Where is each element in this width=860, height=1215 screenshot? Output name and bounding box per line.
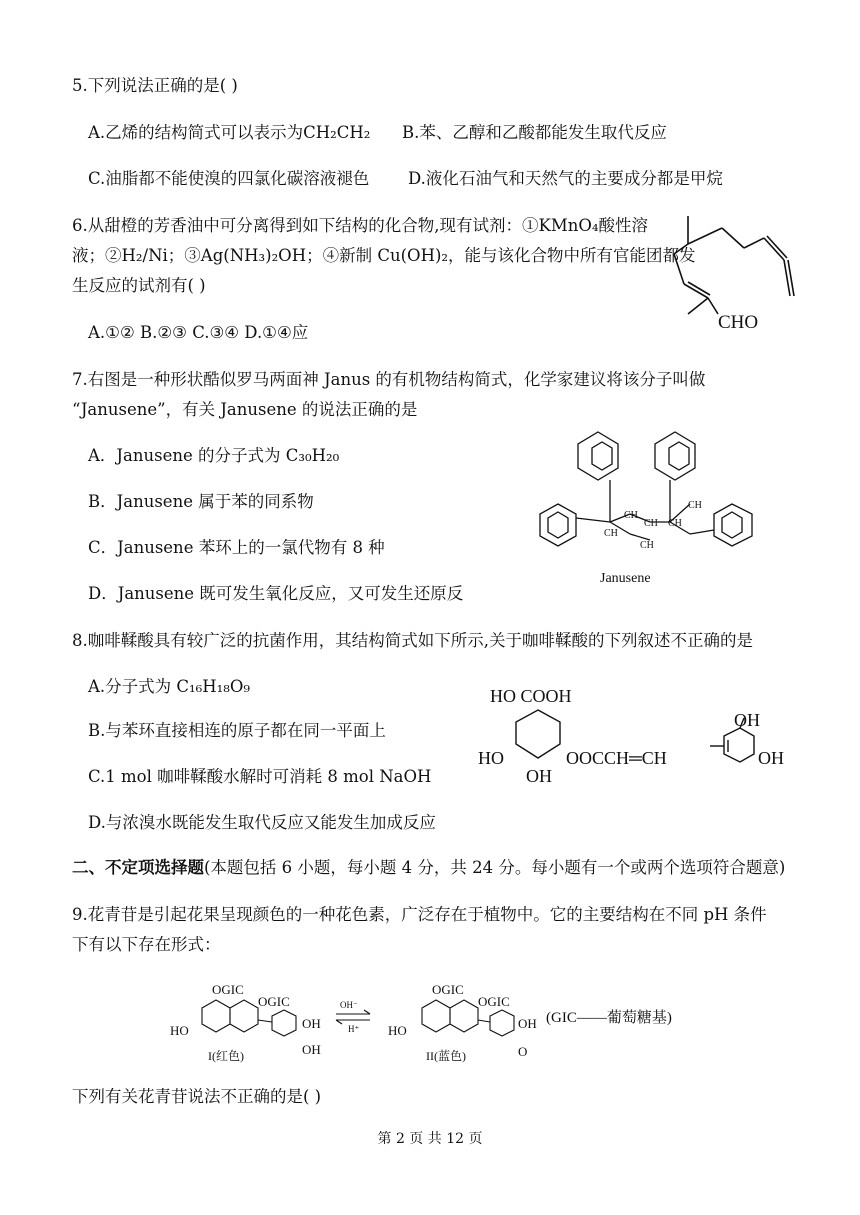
- janusene-ch-label: CH: [640, 540, 654, 551]
- q6-line-1: 6.从甜橙的芳香油中可分离得到如下结构的化合物,现有试剂：①KMnO₄酸性溶: [72, 216, 648, 235]
- janusene-ch-label: CH: [624, 510, 638, 521]
- q7-line-2: “Janusene”，有关 Janusene 的说法正确的是: [72, 400, 418, 419]
- q7-option-b: B．Janusene 属于苯的同系物: [88, 492, 314, 511]
- page-footer: 第 2 页 共 12 页: [377, 1131, 483, 1147]
- q7-line-1: 7.右图是一种形状酷似罗马两面神 Janus 的有机物结构简式，化学家建议将该分子叫做: [72, 370, 706, 389]
- oh-label: OH: [302, 1042, 321, 1057]
- arrow-top-label: OH⁻: [340, 1000, 358, 1010]
- ogic-label: OGIC: [432, 982, 464, 997]
- ester-chain-label: OOCCH═CH: [566, 748, 667, 768]
- ho-label: HO: [170, 1023, 189, 1038]
- section-2-note: (本题包括 6 小题，每小题 4 分，共 24 分。每小题有一个或两个选项符合题意): [204, 858, 786, 877]
- anthocyanin-equilibrium-figure: [160, 972, 720, 1077]
- oh-label: OH: [302, 1016, 321, 1031]
- oh-label: OH: [526, 766, 552, 786]
- janusene-ch-label: CH: [668, 518, 682, 529]
- section-2-title: 二、不定项选择题: [72, 858, 204, 877]
- arrow-bottom-label: H⁺: [348, 1024, 360, 1034]
- q5-stem: 5.下列说法正确的是( ): [72, 76, 238, 95]
- ogic-label: OGIC: [258, 994, 290, 1009]
- q8-option-b: B.与苯环直接相连的原子都在同一平面上: [88, 721, 386, 740]
- q5-option-a: A.乙烯的结构简式可以表示为CH₂CH₂: [88, 123, 371, 142]
- q8-option-c: C.1 mol 咖啡鞣酸水解时可消耗 8 mol NaOH: [88, 767, 432, 786]
- janusene-caption: Janusene: [600, 571, 651, 586]
- q6-structure-figure: [670, 206, 800, 336]
- q9-line-2: 下有以下存在形式：: [72, 935, 221, 954]
- oh-label: OH: [758, 748, 784, 768]
- janusene-structure-figure: [530, 422, 770, 592]
- ogic-label: OGIC: [478, 994, 510, 1009]
- janusene-ch-label: CH: [688, 500, 702, 511]
- form-2-label: II(蓝色): [426, 1049, 466, 1063]
- oh-label: OH: [518, 1016, 537, 1031]
- q5-option-d: D.液化石油气和天然气的主要成分都是甲烷: [408, 169, 723, 188]
- q5-option-c: C.油脂都不能使溴的四氯化碳溶液褪色: [88, 169, 370, 188]
- q7-option-a: A．Janusene 的分子式为 C₃₀H₂₀: [88, 446, 340, 465]
- q8-stem: 8.咖啡鞣酸具有较广泛的抗菌作用，其结构简式如下所示,关于咖啡鞣酸的下列叙述不正确的是: [72, 631, 753, 650]
- janusene-ch-label: CH: [644, 518, 658, 529]
- oh-label: OH: [734, 710, 760, 730]
- q6-options: A.①② B.②③ C.③④ D.①④应: [88, 323, 309, 342]
- ho-label: HO: [388, 1023, 407, 1038]
- q6-cho-label: CHO: [718, 312, 759, 333]
- q6-line-2: 液；②H₂/Ni；③Ag(NH₃)₂OH；④新制 Cu(OH)₂，能与该化合物中所有官能团都发: [72, 246, 696, 265]
- q9-line-1: 9.花青苷是引起花果呈现颜色的一种花色素，广泛存在于植物中。它的主要结构在不同 pH 条件: [72, 905, 767, 924]
- ho-label: HO: [478, 748, 504, 768]
- ho-cooh-label: HO COOH: [490, 686, 572, 706]
- q6-line-3: 生反应的试剂有( ): [72, 276, 206, 295]
- q8-option-a: A.分子式为 C₁₆H₁₈O₉: [88, 677, 251, 696]
- caffeic-tannic-acid-figure: [478, 680, 806, 790]
- janusene-ch-label: CH: [604, 528, 618, 539]
- q8-option-d: D.与浓溴水既能发生取代反应又能发生加成反应: [88, 813, 436, 832]
- gic-note: (GIC——葡萄糖基): [546, 1010, 672, 1026]
- section-2-heading: [72, 857, 785, 879]
- q5-option-b: B.苯、乙醇和乙酸都能发生取代反应: [402, 123, 667, 142]
- ogic-label: OGIC: [212, 982, 244, 997]
- q7-option-d: D．Janusene 既可发生氧化反应，又可发生还原反: [88, 584, 464, 603]
- q7-option-c: C．Janusene 苯环上的一氯代物有 8 种: [88, 538, 385, 557]
- o-label: O: [518, 1044, 528, 1059]
- q9-question: 下列有关花青苷说法不正确的是( ): [72, 1087, 322, 1106]
- form-1-label: I(红色): [208, 1049, 244, 1063]
